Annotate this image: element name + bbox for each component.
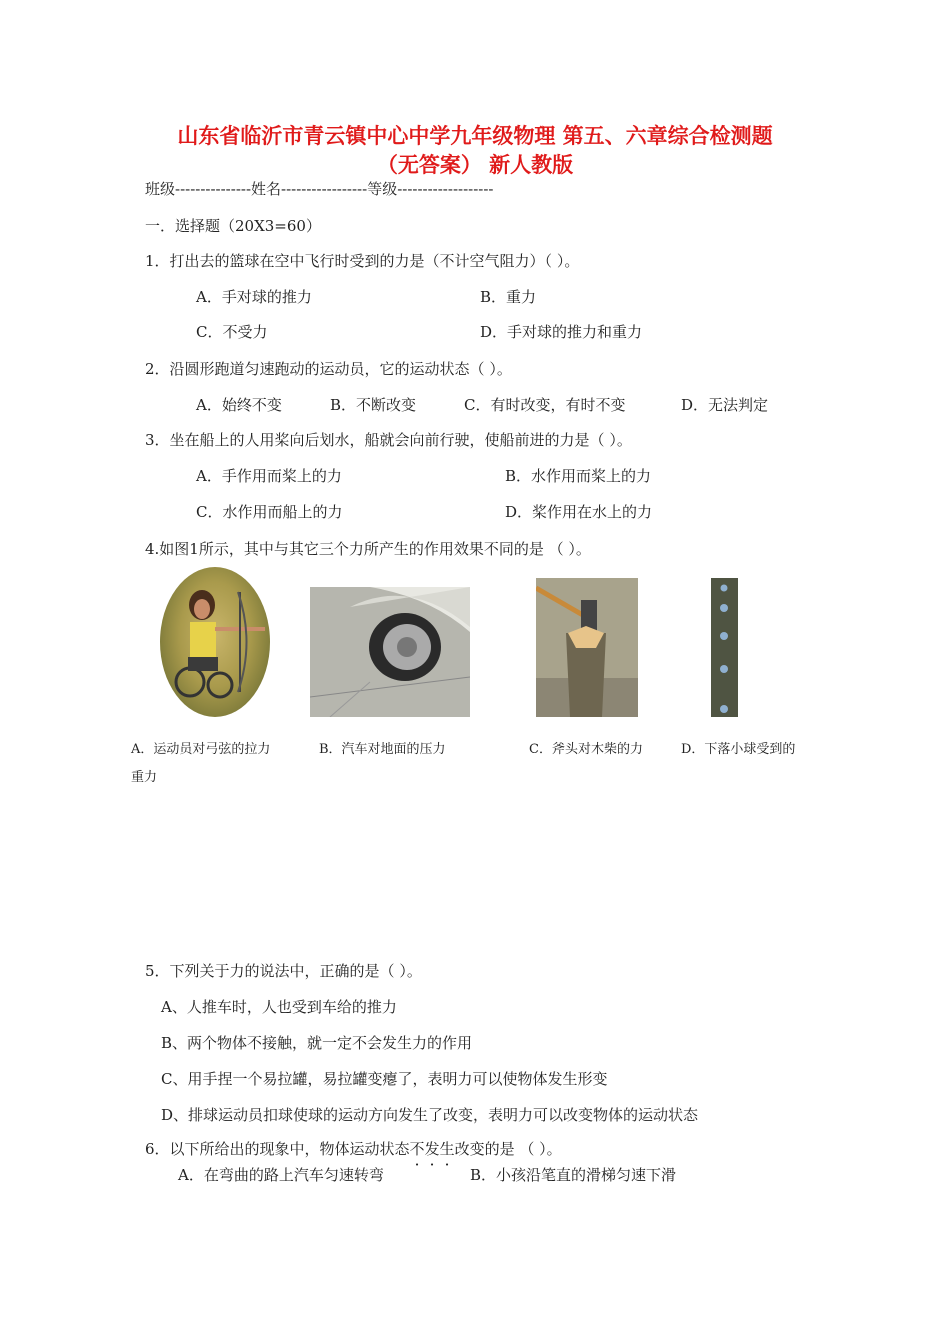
q3-stem: 3．坐在船上的人用桨向后划水，船就会向前行驶，使船前进的力是（ ）。 xyxy=(145,431,632,449)
q1-option-d: D．手对球的推力和重力 xyxy=(480,323,643,341)
section-heading: 一．选择题（20X3=60） xyxy=(145,217,321,235)
q2-option-b: B．不断改变 xyxy=(330,396,417,414)
q3-option-a: A．手作用而桨上的力 xyxy=(196,467,342,485)
figure-caption-d-cont: 重力 xyxy=(131,770,158,785)
car-tire-figure xyxy=(310,587,470,717)
q6-emphasis-1: 不 xyxy=(409,1140,425,1158)
q2-option-d: D．无法判定 xyxy=(681,396,769,414)
figure-caption-c: C．斧头对木柴的力 xyxy=(529,742,643,757)
q6-option-a: A．在弯曲的路上汽车匀速转弯 xyxy=(178,1166,384,1184)
axe-wood-image xyxy=(536,578,638,717)
q5-stem: 5．下列关于力的说法中，正确的是（ ）。 xyxy=(145,962,422,980)
falling-ball-figure xyxy=(711,578,738,717)
q5-option-c: C、用手捏一个易拉罐，易拉罐变瘪了，表明力可以使物体发生形变 xyxy=(161,1070,608,1088)
figure-caption-b: B．汽车对地面的压力 xyxy=(319,742,446,757)
q2-option-c: C．有时改变，有时不变 xyxy=(464,396,626,414)
q3-option-d: D．桨作用在水上的力 xyxy=(505,503,653,521)
q1-stem: 1．打出去的篮球在空中飞行时受到的力是（不计空气阻力）（ ）。 xyxy=(145,252,580,270)
q6-emphasis-3: 生 xyxy=(439,1140,455,1158)
q6-option-b: B．小孩沿笔直的滑梯匀速下滑 xyxy=(470,1166,677,1184)
page-subtitle: （无答案） 新人教版 xyxy=(376,153,574,177)
figure-caption-d: D．下落小球受到的 xyxy=(681,742,796,757)
q5-option-d: D、排球运动员扣球使球的运动方向发生了改变，表明力可以改变物体的运动状态 xyxy=(161,1106,699,1124)
q1-option-c: C．不受力 xyxy=(196,323,268,341)
q4-stem: 4.如图1所示，其中与其它三个力所产生的作用效果不同的是 （ ）。 xyxy=(145,540,591,558)
q2-stem: 2．沿圆形跑道匀速跑动的运动员，它的运动状态（ ）。 xyxy=(145,360,512,378)
archer-image xyxy=(160,567,270,717)
car-tire-image xyxy=(310,587,470,717)
falling-ball-image xyxy=(711,578,738,717)
q6-stem-post: 改变的是 （ ）。 xyxy=(454,1140,562,1158)
q5-option-b: B、两个物体不接触，就一定不会发生力的作用 xyxy=(161,1034,473,1052)
q6-stem xyxy=(145,1138,562,1159)
page-title: 山东省临沂市青云镇中心中学九年级物理 第五、六章综合检测题 xyxy=(177,124,773,148)
q5-option-a: A、人推车时，人也受到车给的推力 xyxy=(161,998,397,1016)
q1-option-a: A．手对球的推力 xyxy=(196,288,312,306)
figure-caption-a: A．运动员对弓弦的拉力 xyxy=(131,742,271,757)
q6-stem-pre: 6．以下所给出的现象中，物体运动状态 xyxy=(145,1140,410,1158)
q2-option-a: A．始终不变 xyxy=(196,396,282,414)
q3-option-b: B．水作用而桨上的力 xyxy=(505,467,652,485)
q6-emphasis-2: 发 xyxy=(424,1140,440,1158)
header-fields: 班级---------------姓名-----------------等级------------------- xyxy=(145,180,494,198)
axe-wood-figure xyxy=(536,578,638,717)
archer-figure xyxy=(160,567,270,717)
q3-option-c: C．水作用而船上的力 xyxy=(196,503,343,521)
q1-option-b: B．重力 xyxy=(480,288,537,306)
